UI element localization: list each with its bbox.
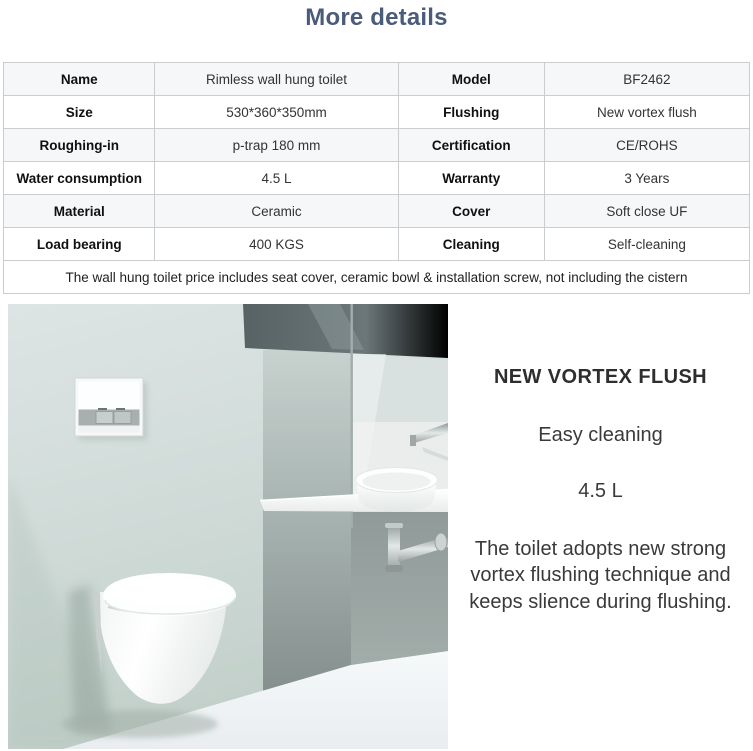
trap-cap: [385, 565, 403, 572]
spec-value: Soft close UF: [544, 195, 749, 228]
feature-subline: Easy cleaning: [538, 424, 663, 446]
button-mark: [116, 408, 125, 410]
spec-table: [3, 62, 750, 294]
flush-plate-face: [79, 382, 140, 410]
lid-highlight: [110, 577, 226, 605]
table-row: [4, 195, 750, 228]
spec-value: Rimless wall hung toilet: [155, 63, 398, 96]
spec-label: Load bearing: [4, 228, 155, 261]
product-section: [0, 304, 753, 749]
trap-vertical-pipe: [388, 523, 400, 569]
table-row: [4, 228, 750, 261]
table-row: [4, 96, 750, 129]
bathroom-scene-image: [8, 304, 448, 749]
button-mark: [98, 408, 107, 410]
spec-value: 400 KGS: [155, 228, 398, 261]
spec-label: Cover: [398, 195, 544, 228]
spec-label: Cleaning: [398, 228, 544, 261]
spec-value: p-trap 180 mm: [155, 129, 398, 162]
spec-label: Model: [398, 63, 544, 96]
feature-volume: 4.5 L: [578, 480, 623, 502]
spec-value: BF2462: [544, 63, 749, 96]
spec-label: Water consumption: [4, 162, 155, 195]
basin-inner: [363, 473, 431, 491]
flush-plate: [75, 378, 147, 440]
feature-description: The toilet adopts new strong vortex flushing technique and keeps slience during flushing.: [469, 538, 732, 613]
flush-plate-bottom: [79, 426, 140, 433]
product-photo: [8, 304, 448, 749]
spec-value: 3 Years: [544, 162, 749, 195]
spec-label: Flushing: [398, 96, 544, 129]
table-row: [4, 129, 750, 162]
spec-value: New vortex flush: [544, 96, 749, 129]
faucet-tip: [410, 435, 416, 446]
spec-value: CE/ROHS: [544, 129, 749, 162]
table-note-row: [4, 261, 750, 294]
wash-basin: [356, 468, 438, 513]
spec-label: Certification: [398, 129, 544, 162]
spec-label: Roughing-in: [4, 129, 155, 162]
spec-value: 530*360*350mm: [155, 96, 398, 129]
price-note: The wall hung toilet price includes seat cover, ceramic bowl & installation screw, not including the cistern: [4, 261, 750, 294]
spec-value: Self-cleaning: [544, 228, 749, 261]
pipe-flange: [435, 533, 447, 551]
spec-label: Size: [4, 96, 155, 129]
spec-label: Warranty: [398, 162, 544, 195]
feature-text-column: [448, 304, 753, 749]
flush-button-large: [114, 412, 131, 424]
spec-value: 4.5 L: [155, 162, 398, 195]
trap-nut: [385, 523, 403, 528]
spec-label: Name: [4, 63, 155, 96]
spec-label: Material: [4, 195, 155, 228]
spec-value: Ceramic: [155, 195, 398, 228]
table-row: [4, 63, 750, 96]
page-title: More details: [305, 4, 448, 31]
feature-heading: NEW VORTEX FLUSH: [493, 366, 708, 388]
toilet-floor-shadow: [62, 710, 218, 738]
side-wall: [263, 350, 351, 691]
table-row: [4, 162, 750, 195]
flush-button-small: [96, 412, 113, 424]
